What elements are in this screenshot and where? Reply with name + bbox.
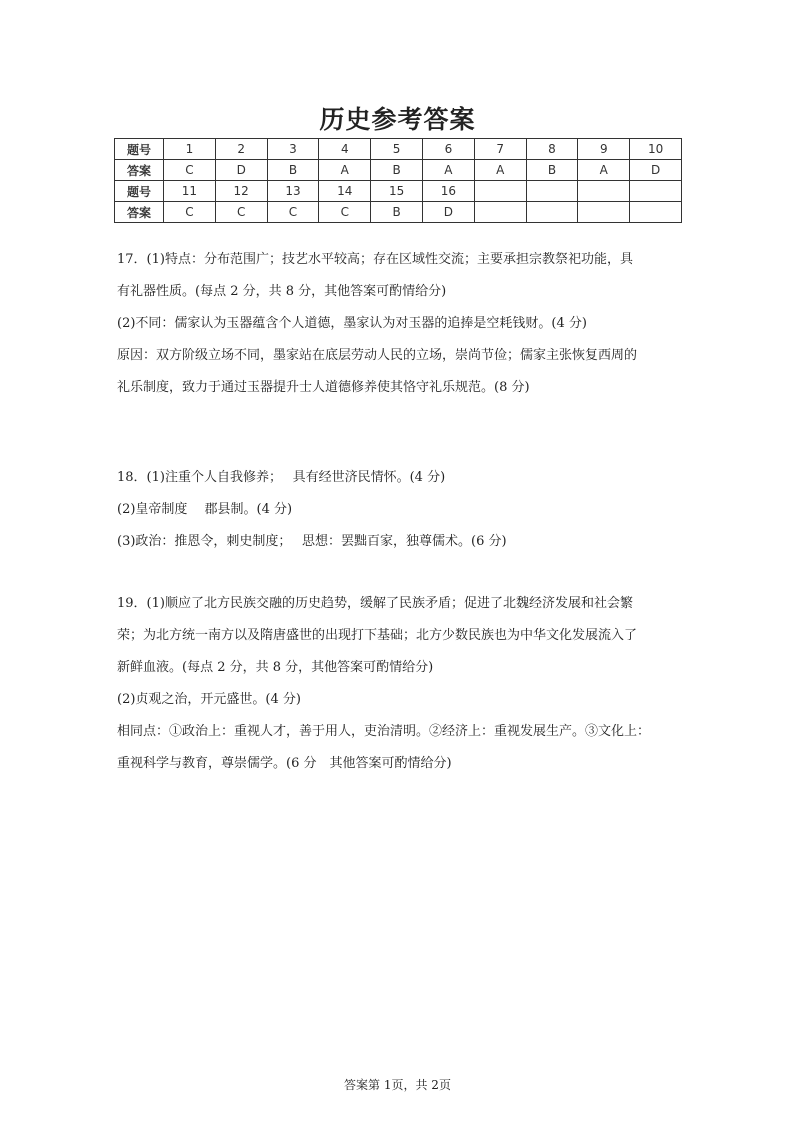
answer-table-cell: 16 bbox=[422, 181, 474, 202]
q19-line: (2)贞观之治，开元盛世。(4 分) bbox=[117, 692, 301, 707]
answer-table bbox=[114, 138, 682, 223]
page-title: 历史参考答案 bbox=[319, 105, 476, 134]
q17-line: 原因：双方阶级立场不同，墨家站在底层劳动人民的立场，崇尚节俭；儒家主张恢复西周的 bbox=[117, 348, 638, 363]
answer-table-cell: C bbox=[215, 202, 267, 223]
answer-table-cell: 1 bbox=[164, 139, 216, 160]
q19-line: 新鲜血液。(每点 2 分，共 8 分，其他答案可酌情给分) bbox=[117, 660, 434, 675]
answer-table-cell: 5 bbox=[371, 139, 423, 160]
answer-table-row bbox=[115, 202, 682, 223]
answer-table-cell: 8 bbox=[526, 139, 578, 160]
question-19-answer bbox=[117, 588, 682, 780]
q18-line: (2)皇帝制度 郡县制。(4 分) bbox=[117, 502, 293, 517]
row-header-cell: 题号 bbox=[115, 181, 164, 202]
answer-table-cell: D bbox=[630, 160, 682, 181]
answer-table-cell: 11 bbox=[164, 181, 216, 202]
q19-line: 荣；为北方统一南方以及隋唐盛世的出现打下基础；北方少数民族也为中华文化发展流入了 bbox=[117, 628, 638, 643]
row-header-cell: 答案 bbox=[115, 160, 164, 181]
answer-table-cell: 6 bbox=[422, 139, 474, 160]
row-header-cell: 答案 bbox=[115, 202, 164, 223]
answer-table-cell: 3 bbox=[267, 139, 319, 160]
q19-line: 重视科学与教育，尊崇儒学。(6 分 其他答案可酌情给分) bbox=[117, 756, 452, 771]
answer-table-cell: A bbox=[422, 160, 474, 181]
answer-table-cell: B bbox=[371, 160, 423, 181]
answer-table-cell bbox=[526, 181, 578, 202]
page-footer: 答案第 1页，共 2页 bbox=[344, 1078, 451, 1092]
q17-line: 礼乐制度，致力于通过玉器提升士人道德修养使其恪守礼乐规范。(8 分) bbox=[117, 380, 530, 395]
q17-line: 有礼器性质。(每点 2 分，共 8 分，其他答案可酌情给分) bbox=[117, 284, 447, 299]
answer-table-cell: 10 bbox=[630, 139, 682, 160]
answer-table-cell: B bbox=[371, 202, 423, 223]
q18-line: (3)政治：推恩令，刺史制度； 思想：罢黜百家，独尊儒术。(6 分) bbox=[117, 534, 507, 549]
q18-line: 18．(1)注重个人自我修养； 具有经世济民情怀。(4 分) bbox=[117, 470, 446, 485]
answer-table-cell: 9 bbox=[578, 139, 630, 160]
answer-table-cell: 13 bbox=[267, 181, 319, 202]
answer-table-cell bbox=[474, 181, 526, 202]
answer-table-cell bbox=[578, 181, 630, 202]
q17-line: 17．(1)特点：分布范围广；技艺水平较高；存在区域性交流；主要承担宗教祭祀功能，具 bbox=[117, 252, 633, 267]
answer-table-cell: D bbox=[422, 202, 474, 223]
answer-table-cell: C bbox=[164, 202, 216, 223]
answer-table-cell bbox=[526, 202, 578, 223]
answer-table-cell bbox=[630, 202, 682, 223]
answer-table-cell: 12 bbox=[215, 181, 267, 202]
answer-table-cell bbox=[630, 181, 682, 202]
answer-table-cell: D bbox=[215, 160, 267, 181]
answer-table-cell: 2 bbox=[215, 139, 267, 160]
answer-table-cell: C bbox=[267, 202, 319, 223]
q19-line: 19．(1)顺应了北方民族交融的历史趋势，缓解了民族矛盾；促进了北魏经济发展和社会繁 bbox=[117, 596, 633, 611]
answer-table-cell: 7 bbox=[474, 139, 526, 160]
answer-table-row bbox=[115, 139, 682, 160]
question-17-answer bbox=[117, 244, 682, 404]
answer-table-cell: B bbox=[526, 160, 578, 181]
question-18-answer bbox=[117, 462, 682, 558]
answer-table-row bbox=[115, 160, 682, 181]
row-header-cell: 题号 bbox=[115, 139, 164, 160]
answer-table-cell: A bbox=[319, 160, 371, 181]
answer-table-row bbox=[115, 181, 682, 202]
answer-table-cell: C bbox=[164, 160, 216, 181]
answer-table-cell: B bbox=[267, 160, 319, 181]
answer-table-cell: 14 bbox=[319, 181, 371, 202]
answer-table-cell bbox=[578, 202, 630, 223]
answer-table-cell: A bbox=[578, 160, 630, 181]
answer-table-cell: 4 bbox=[319, 139, 371, 160]
q17-line: (2)不同：儒家认为玉器蕴含个人道德，墨家认为对玉器的追捧是空耗钱财。(4 分) bbox=[117, 316, 587, 331]
answer-table-cell bbox=[474, 202, 526, 223]
answer-table-cell: C bbox=[319, 202, 371, 223]
q19-line: 相同点：①政治上：重视人才，善于用人，吏治清明。②经济上：重视发展生产。③文化上： bbox=[117, 724, 651, 739]
answer-table-cell: 15 bbox=[371, 181, 423, 202]
answer-table-cell: A bbox=[474, 160, 526, 181]
